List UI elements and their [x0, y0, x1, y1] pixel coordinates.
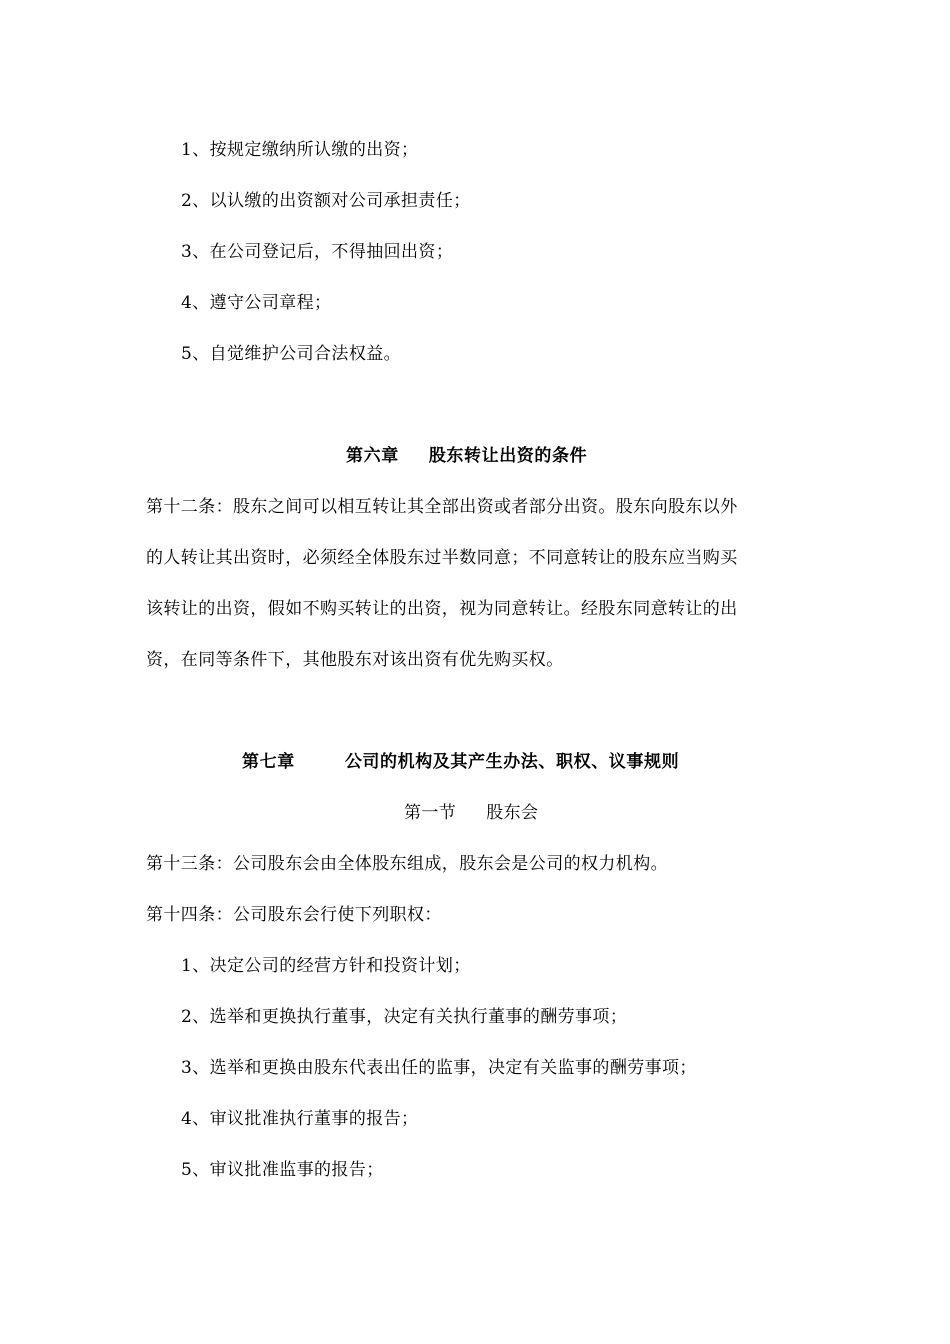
chapter-title: 公司的机构及其产生办法、职权、议事规则: [344, 752, 680, 772]
chapter-title: 股东转让出资的条件: [428, 446, 588, 466]
list-item: 2、选举和更换执行董事，决定有关执行董事的酬劳事项；: [181, 1007, 628, 1027]
section-title: 股东会: [486, 803, 539, 823]
paragraph-line: 第十二条：股东之间可以相互转让其全部出资或者部分出资。股东向股东以外: [146, 497, 738, 517]
chapter-heading: [346, 444, 587, 468]
paragraph-line: 的人转让其出资时，必须经全体股东过半数同意；不同意转让的股东应当购买: [146, 548, 738, 568]
paragraph-line: 该转让的出资，假如不购买转让的出资，视为同意转让。经股东同意转让的出: [146, 599, 738, 619]
list-item: 4、审议批准执行董事的报告；: [181, 1109, 419, 1129]
list-item: 4、遵守公司章程；: [181, 293, 332, 313]
chapter-heading: [242, 750, 679, 774]
article-14: 第十四条：公司股东会行使下列职权：: [146, 905, 442, 925]
list-item: 5、审议批准监事的报告；: [181, 1160, 384, 1180]
section-heading: [404, 801, 538, 825]
list-item: 3、选举和更换由股东代表出任的监事，决定有关监事的酬劳事项；: [181, 1058, 697, 1078]
list-item: 3、在公司登记后，不得抽回出资；: [181, 242, 454, 262]
list-item: 1、决定公司的经营方针和投资计划；: [181, 956, 471, 976]
chapter-number: 第六章: [346, 446, 399, 466]
chapter-number: 第七章: [242, 752, 295, 772]
section-number: 第一节: [404, 803, 457, 823]
article-13: 第十三条：公司股东会由全体股东组成，股东会是公司的权力机构。: [146, 854, 668, 874]
list-item: 2、以认缴的出资额对公司承担责任；: [181, 191, 471, 211]
list-item: 5、自觉维护公司合法权益。: [181, 344, 402, 364]
paragraph-line: 资，在同等条件下，其他股东对该出资有优先购买权。: [146, 650, 564, 670]
list-item: 1、按规定缴纳所认缴的出资；: [181, 140, 419, 160]
